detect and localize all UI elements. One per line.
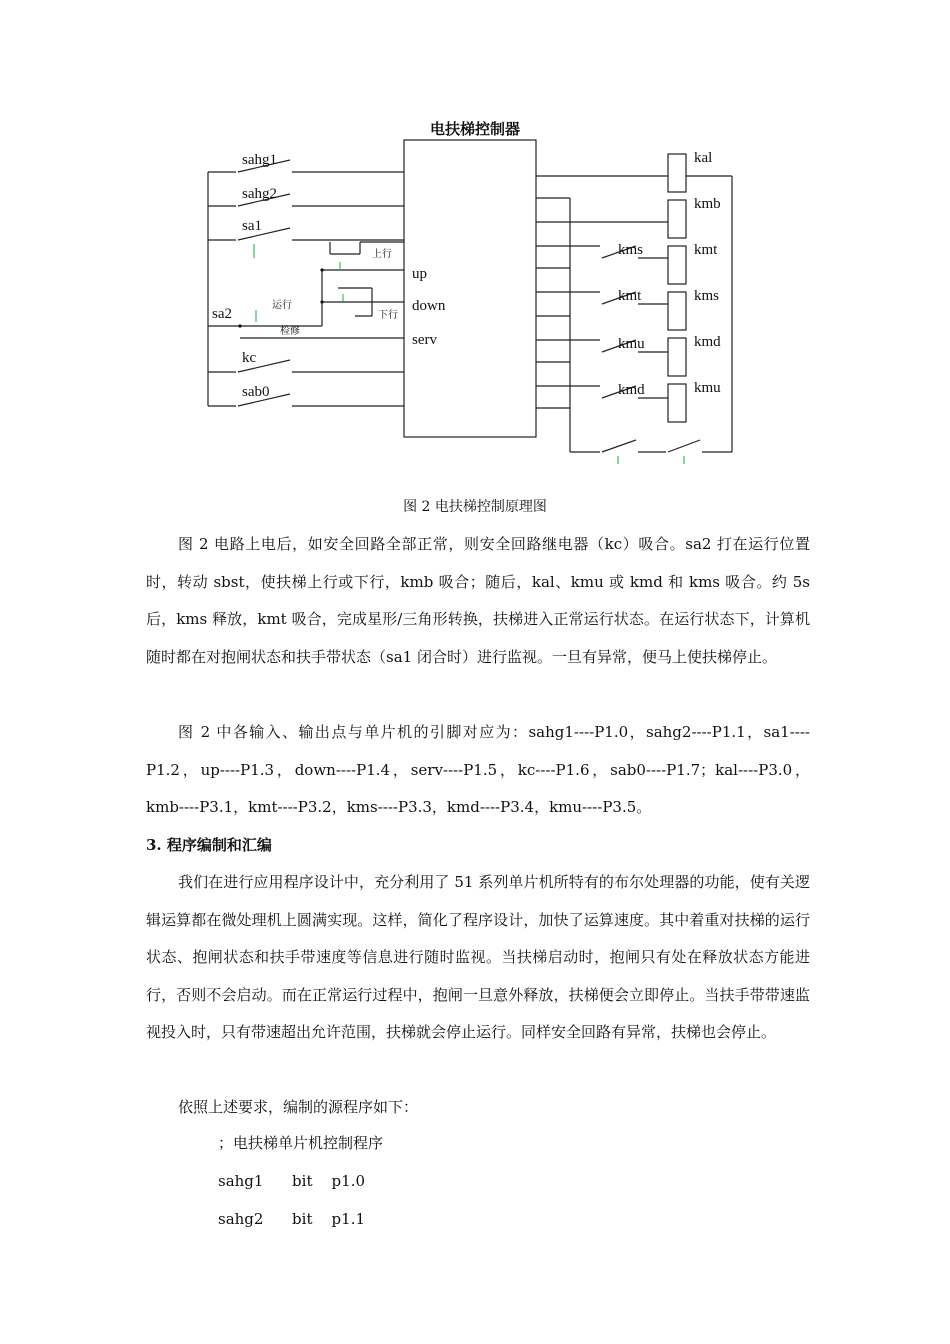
label-sahg1: sahg1 [242, 152, 277, 168]
contact-kmd: kmd [618, 382, 645, 398]
input-up: up [412, 266, 427, 282]
contact-kmt: kmt [618, 288, 642, 304]
label-up-run: 上行 [372, 249, 392, 260]
label-down-run: 下行 [378, 310, 398, 321]
diagram-title: 电扶梯控制器 [430, 120, 521, 138]
label-run: 运行 [272, 300, 292, 311]
contact-kms: kms [618, 242, 644, 258]
figure-caption: 图 2 电扶梯控制原理图 [403, 499, 547, 515]
label-sab0: sab0 [242, 384, 270, 400]
paragraph-4: 依照上述要求，编制的源程序如下： [178, 1098, 419, 1116]
relay-kal: kal [694, 150, 713, 166]
input-down: down [412, 298, 446, 314]
code-line: ；电扶梯单片机控制程序 [218, 1134, 384, 1152]
label-maint: 检修 [280, 326, 300, 337]
relay-kmb: kmb [694, 196, 721, 212]
code-line: sahg2 bit p1.1 [218, 1210, 366, 1228]
contact-kmu: kmu [618, 336, 645, 352]
paragraph-2: 图 2 中各输入、输出点与单片机的引脚对应为：sahg1----P1.0，sahg2----P1.1，sa1----P1.2，up----P1.3，down----P1.4，serv----P1.5，kc----P1.6，sab0----P1.7；kal----P3.0，kmb----P3.1，kmt----P3.2，kms----P3.3，kmd----P3.4，kmu----P3.5。 [146, 723, 810, 816]
circuit-diagram [200, 112, 760, 492]
paragraph-3: 我们在进行应用程序设计中，充分利用了 51 系列单片机所特有的布尔处理器的功能，使有关逻辑运算都在微处理机上圆满实现。这样，简化了程序设计，加快了运算速度。其中着重对扶梯的运行状态、抱闸状态和扶手带速度等信息进行随时监视。当扶梯启动时，抱闸只有处在释放状态方能进行，否则不会启动。而在正常运行过程中，抱闸一旦意外释放，扶梯便会立即停止。当扶手带带速监视投入时，只有带速超出允许范围，扶梯就会停止运行。同样安全回路有异常，扶梯也会停止。 [146, 873, 810, 1041]
input-serv: serv [412, 332, 437, 348]
relay-kmd: kmd [694, 334, 721, 350]
section-heading: 3. 程序编制和汇编 [146, 836, 272, 854]
label-sa2: sa2 [212, 306, 232, 322]
label-sahg2: sahg2 [242, 186, 277, 202]
label-sa1: sa1 [242, 218, 262, 234]
paragraph-1: 图 2 电路上电后，如安全回路全部正常，则安全回路继电器（kc）吸合。sa2 打在运行位置时，转动 sbst，使扶梯上行或下行，kmb 吸合；随后，kal、kmu 或 kmd 和 kms 吸合。约 5s 后，kms 释放，kmt 吸合，完成星形/三角形转换，扶梯进入正常运行状态。在运行状态下，计算机随时都在对抱闸状态和扶手带状态（sa1 闭合时）进行监视。一旦有异常，便马上使扶梯停止。 [146, 535, 810, 666]
label-kc: kc [242, 350, 257, 366]
code-line: sahg1 bit p1.0 [218, 1172, 366, 1190]
relay-kmu: kmu [694, 380, 721, 396]
relay-kmt: kmt [694, 242, 718, 258]
relay-kms: kms [694, 288, 720, 304]
